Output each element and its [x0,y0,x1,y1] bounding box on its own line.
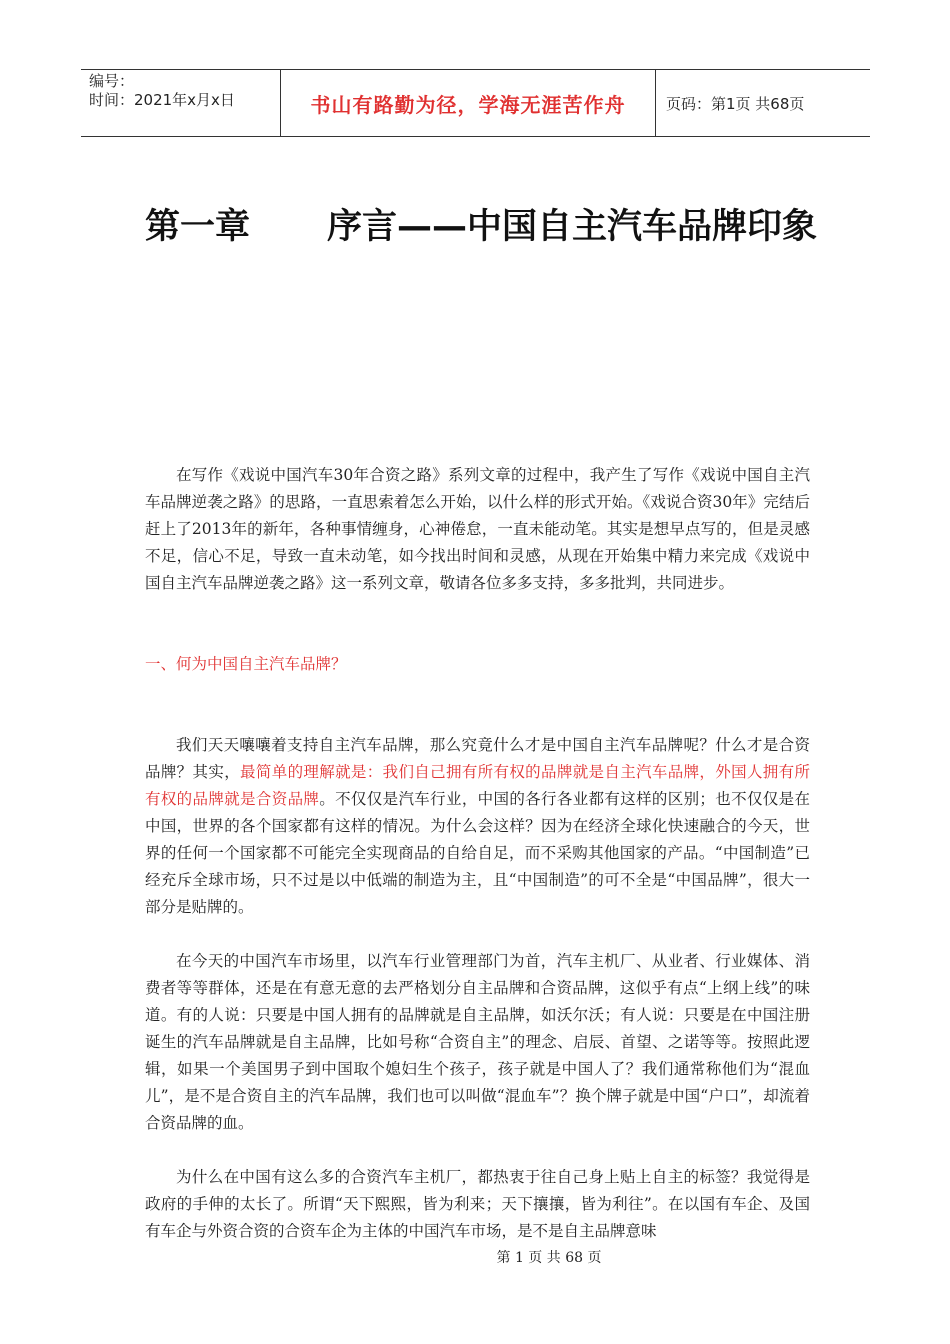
highlighted-definition: 最简单的理解就是：我们自己拥有所有权的品牌就是自主汽车品牌，外国人拥有所有权的品牌就是合资品牌 [145,763,810,808]
header-meta [81,70,281,136]
section-heading: 一、何为中国自主汽车品牌？ [145,655,347,673]
header-motto: 书山有路勤为径，学海无涯苦作舟 [281,70,656,136]
footer-page-number: 第 1 页 共 68 页 [496,1250,602,1266]
paragraph-market: 在今天的中国汽车市场里，以汽车行业管理部门为首，汽车主机厂、从业者、行业媒体、消费者等等群体，还是在有意无意的去严格划分自主品牌和合资品牌，这似乎有点“上纲上线”的味道。有的人说：只要是中国人拥有的品牌就是自主品牌，如沃尔沃；有人说：只要是在中国注册诞生的汽车品牌就是自主品牌，比如号称“合资自主”的理念、启辰、首望、之诺等等。按照此逻辑，如果一个美国男子到中国取个媳妇生个孩子，孩子就是中国人了？我们通常称他们为“混血儿”，是不是合资自主的汽车品牌，我们也可以叫做“混血车”？换个牌子就是中国“户口”，却流着合资品牌的血。 [145,952,810,1132]
document-header [81,69,870,137]
time-label: 时间：2021年x月x日 [89,91,235,109]
paragraph-definition [145,732,810,921]
chapter-title-text: 序言——中国自主汽车品牌印象 [327,207,818,247]
paragraph-joint-venture: 为什么在中国有这么多的合资汽车主机厂，都热衷于往自己身上贴上自主的标签？我觉得是政府的手伸的太长了。所谓“天下熙熙，皆为利来；天下攘攘，皆为利往”。在以国有车企、及国有车企与外资合资的合资车企为主体的中国汽车市场，是不是自主品牌意味 [145,1168,810,1240]
paragraph-definition-after: 。不仅仅是汽车行业，中国的各行各业都有这样的区别；也不仅仅是在中国，世界的各个国家都有这样的情况。为什么会这样？因为在经济全球化快速融合的今天，世界的任何一个国家都不可能完全实现商品的自给自足，而不采购其他国家的产品。“中国制造”已经充斥全球市场，只不过是以中低端的制造为主，且“中国制造”的可不全是“中国品牌”，很大一部分是贴牌的。 [145,790,810,916]
document-body [145,462,810,1245]
paragraph-definition-before: 我们天天嚷嚷着支持自主汽车品牌，那么究竟什么才是中国自主汽车品牌呢？什么才是合资品牌？其实， [145,736,810,781]
number-label: 编号： [89,72,135,90]
chapter-number: 第一章 [145,207,251,247]
header-page-info: 页码：第1页 共68页 [666,94,805,113]
page-footer [0,1247,950,1267]
chapter-title [145,160,825,294]
paragraph-intro: 在写作《戏说中国汽车30年合资之路》系列文章的过程中，我产生了写作《戏说中国自主汽车品牌逆袭之路》的思路，一直思索着怎么开始，以什么样的形式开始。《戏说合资30年》完结后赶上了2013年的新年，各种事情缠身，心神倦怠，一直未能动笔。其实是想早点写的，但是灵感不足，信心不足，导致一直未动笔，如今找出时间和灵感，从现在开始集中精力来完成《戏说中国自主汽车品牌逆袭之路》这一系列文章，敬请各位多多支持，多多批判，共同进步。 [145,466,810,592]
